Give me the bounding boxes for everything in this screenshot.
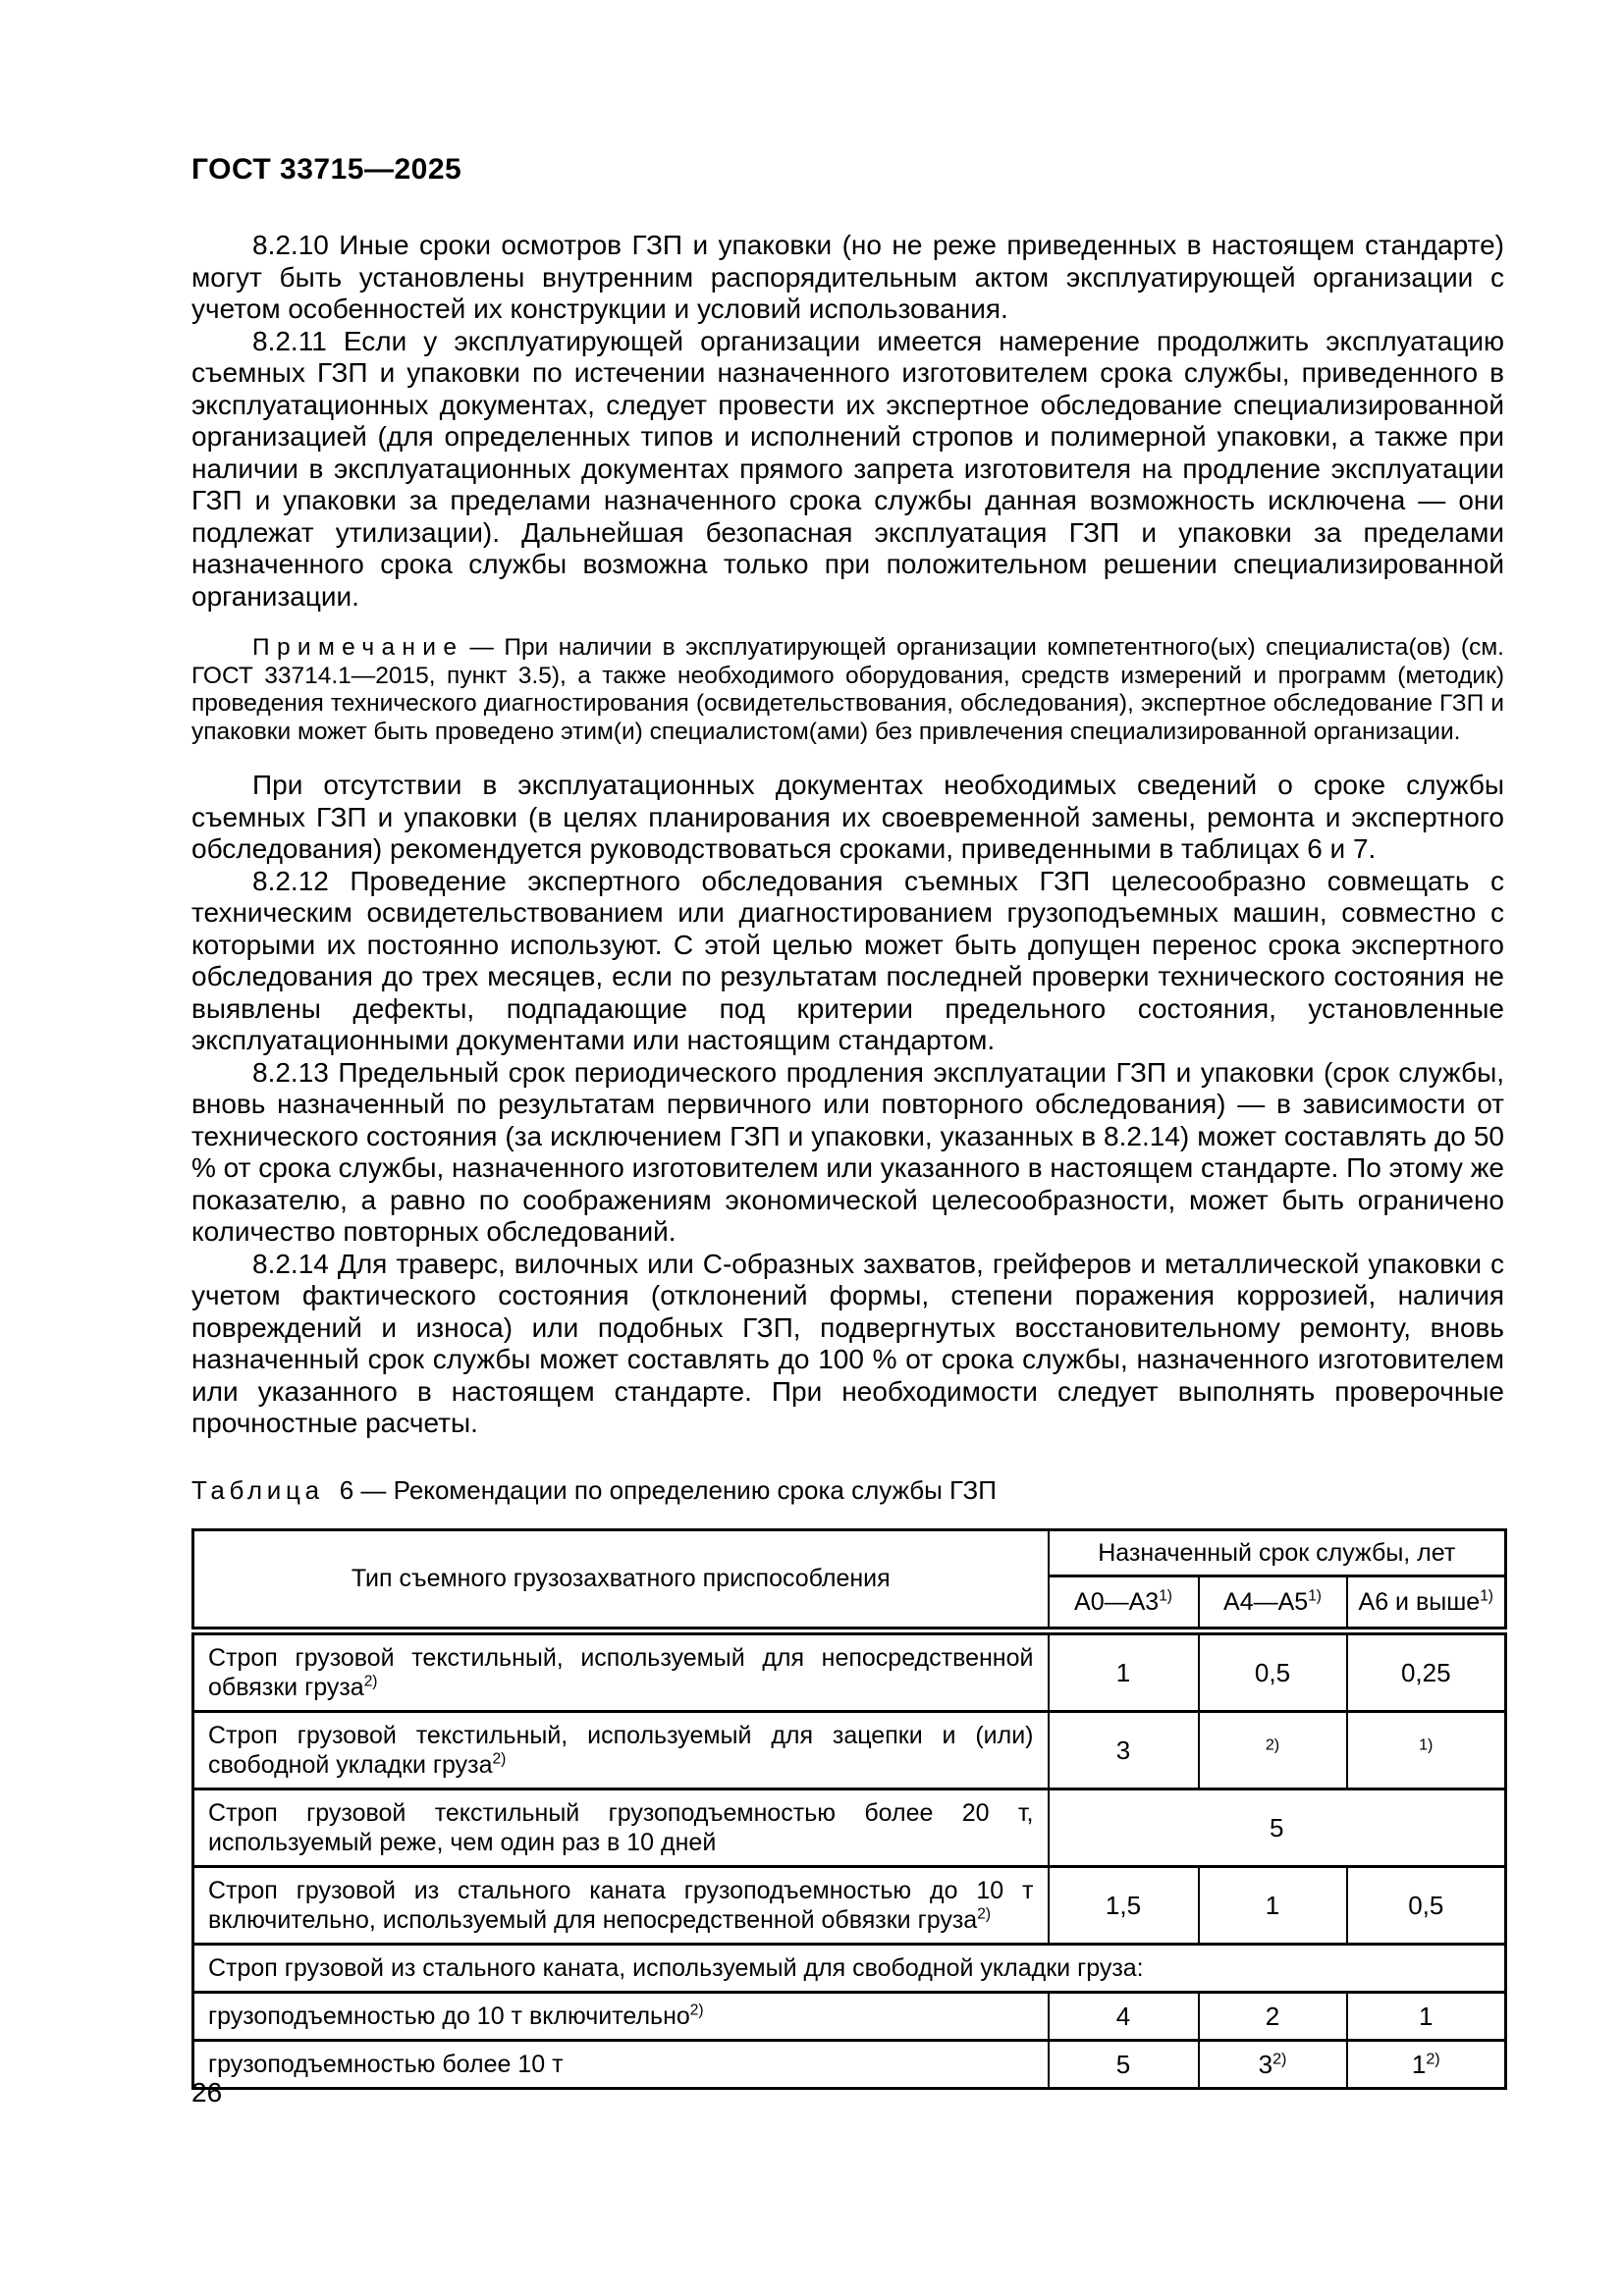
table-type-cell: грузоподъемностью более 10 т — [193, 2040, 1049, 2088]
table-value-cell: 5 — [1049, 2040, 1199, 2088]
table6-caption — [191, 1475, 1504, 1505]
note-label: Примечание — [252, 634, 464, 661]
table-header-class: А0—А3$^{1)}$ — [1049, 1575, 1199, 1630]
service-life-table — [191, 1528, 1507, 2090]
table-type-cell: Строп грузовой из стального каната грузоподъемностью до 10 т включительно, используемый для непосредственной обвязки груза$^{2)}$ — [193, 1866, 1049, 1944]
table-header-row-1 — [193, 1529, 1506, 1575]
page-number: 26 — [191, 2077, 223, 2108]
table-value-cell: 1 — [1199, 1866, 1347, 1944]
table-value-cell: 1) — [1347, 1711, 1506, 1789]
table6-caption-label: Таблица — [191, 1474, 324, 1505]
table-type-cell: грузоподъемностью до 10 т включительно$^{2)}$ — [193, 1992, 1049, 2040]
table-value-cell: 3 — [1049, 1711, 1199, 1789]
table-value-cell: 1 — [1049, 1630, 1199, 1711]
table-row — [193, 1992, 1506, 2040]
page-content — [191, 153, 1504, 2090]
table-header-type: Тип съемного грузозахватного приспособления — [193, 1529, 1049, 1630]
note-text: — При наличии в эксплуатирующей организации компетентного(ых) специалиста(ов) (см. ГОСТ 33714.1—2015, пункт 3.5), а также необходимого оборудования, средств измерений и программ (методик) проведения технического диагностирования (освидетельствования, обследования), экспертное обследование ГЗП и упаковки может быть проведено этим(и) специалистом(ами) без привлечения специализированной организации. — [191, 634, 1504, 745]
doc-code: ГОСТ 33715—2025 — [191, 153, 462, 186]
table-section-cell: Строп грузовой из стального каната, используемый для свободной укладки груза: — [193, 1944, 1506, 1992]
table-row — [193, 1789, 1506, 1866]
table-value-cell: 5 — [1049, 1789, 1506, 1866]
table-value-cell: 0,5 — [1199, 1630, 1347, 1711]
table-value-cell: 3$^{2)}$ — [1199, 2040, 1347, 2088]
table-value-cell: 0,5 — [1347, 1866, 1506, 1944]
table-type-cell: Строп грузовой текстильный, используемый для непосредственной обвязки груза$^{2)}$ — [193, 1630, 1049, 1711]
table-type-cell: Строп грузовой текстильный грузоподъемностью более 20 т, используемый реже, чем один раз в 10 дней — [193, 1789, 1049, 1866]
table-value-cell: 4 — [1049, 1992, 1199, 2040]
table6-caption-text: 6 — Рекомендации по определению срока службы ГЗП — [339, 1474, 997, 1505]
note — [191, 634, 1504, 746]
table-row — [193, 1630, 1506, 1711]
table-value-cell: 1,5 — [1049, 1866, 1199, 1944]
table-value-cell: 2) — [1199, 1711, 1347, 1789]
paragraph-8-2-11: 8.2.11 Если у эксплуатирующей организации имеется намерение продолжить эксплуатацию съемных ГЗП и упаковки по истечении назначенного изготовителем срока службы, приведенного в эксплуатационных документах, следует провести их экспертное обследование специализированной организацией (для определенных типов и исполнений стропов и полимерной упаковки, а также при наличии в эксплуатационных документах прямого запрета изготовителя на продление эксплуатации ГЗП и упаковки за пределами назначенного срока службы данная возможность исключена — они подлежат утилизации). Дальнейшая безопасная эксплуатация ГЗП и упаковки за пределами назначенного срока службы возможна только при положительном решении специализированной организации. — [191, 325, 1504, 612]
table-row — [193, 1944, 1506, 1992]
paragraph-8-2-13: 8.2.13 Предельный срок периодического продления эксплуатации ГЗП и упаковки (срок службы, вновь назначенный по результатам первичного или повторного обследования) — в зависимости от технического состояния (за исключением ГЗП и упаковки, указанных в 8.2.14) может составлять до 50 % от срока службы, назначенного изготовителем или указанного в настоящем стандарте. По этому же показателю, а равно по соображениям экономической целесообразности, может быть ограничено количество повторных обследований. — [191, 1056, 1504, 1247]
paragraph-8-2-12: 8.2.12 Проведение экспертного обследования съемных ГЗП целесообразно совмещать с техническим освидетельствованием или диагностированием грузоподъемных машин, совместно с которыми их постоянно используют. С этой целью может быть допущен перенос срока экспертного обследования до трех месяцев, если по результатам последней проверки технического состояния не выявлены дефекты, подпадающие под критерии предельного состояния, установленные эксплуатационными документами или настоящим стандартом. — [191, 865, 1504, 1055]
table-value-cell: 1$^{2)}$ — [1347, 2040, 1506, 2088]
table-value-cell: 0,25 — [1347, 1630, 1506, 1711]
paragraph-8-2-14: 8.2.14 Для траверс, вилочных или С-образных захватов, грейферов и металлической упаковки с учетом фактического состояния (отклонений формы, степени поражения коррозией, наличия повреждений и износа) или подобных ГЗП, подвергнутых восстановительному ремонту, вновь назначенный срок службы может составлять до 100 % от срока службы, назначенного изготовителем или указанного в настоящем стандарте. При необходимости следует выполнять проверочные прочностные расчеты. — [191, 1248, 1504, 1438]
table-header-class: А4—А5$^{1)}$ — [1199, 1575, 1347, 1630]
table-header-service-life-group: Назначенный срок службы, лет — [1049, 1529, 1506, 1575]
table-row — [193, 2040, 1506, 2088]
paragraph-service-life-info: При отсутствии в эксплуатационных документах необходимых сведений о сроке службы съемных ГЗП и упаковки (в целях планирования их своевременной замены, ремонта и экспертного обследования) рекомендуется руководствоваться сроками, приведенными в таблицах 6 и 7. — [191, 770, 1504, 864]
table-type-cell: Строп грузовой текстильный, используемый для зацепки и (или) свободной укладки груза$^{2)}$ — [193, 1711, 1049, 1789]
table-row — [193, 1866, 1506, 1944]
table-row — [193, 1711, 1506, 1789]
table-header-class: А6 и выше$^{1)}$ — [1347, 1575, 1506, 1630]
table-head — [193, 1529, 1506, 1630]
table-value-cell: 2 — [1199, 1992, 1347, 2040]
paragraph-8-2-10: 8.2.10 Иные сроки осмотров ГЗП и упаковки (но не реже приведенных в настоящем стандарте) могут быть установлены внутренним распорядительным актом эксплуатирующей организации с учетом особенностей их конструкции и условий использования. — [191, 230, 1504, 324]
table-value-cell: 1 — [1347, 1992, 1506, 2040]
table-body — [193, 1630, 1506, 2088]
